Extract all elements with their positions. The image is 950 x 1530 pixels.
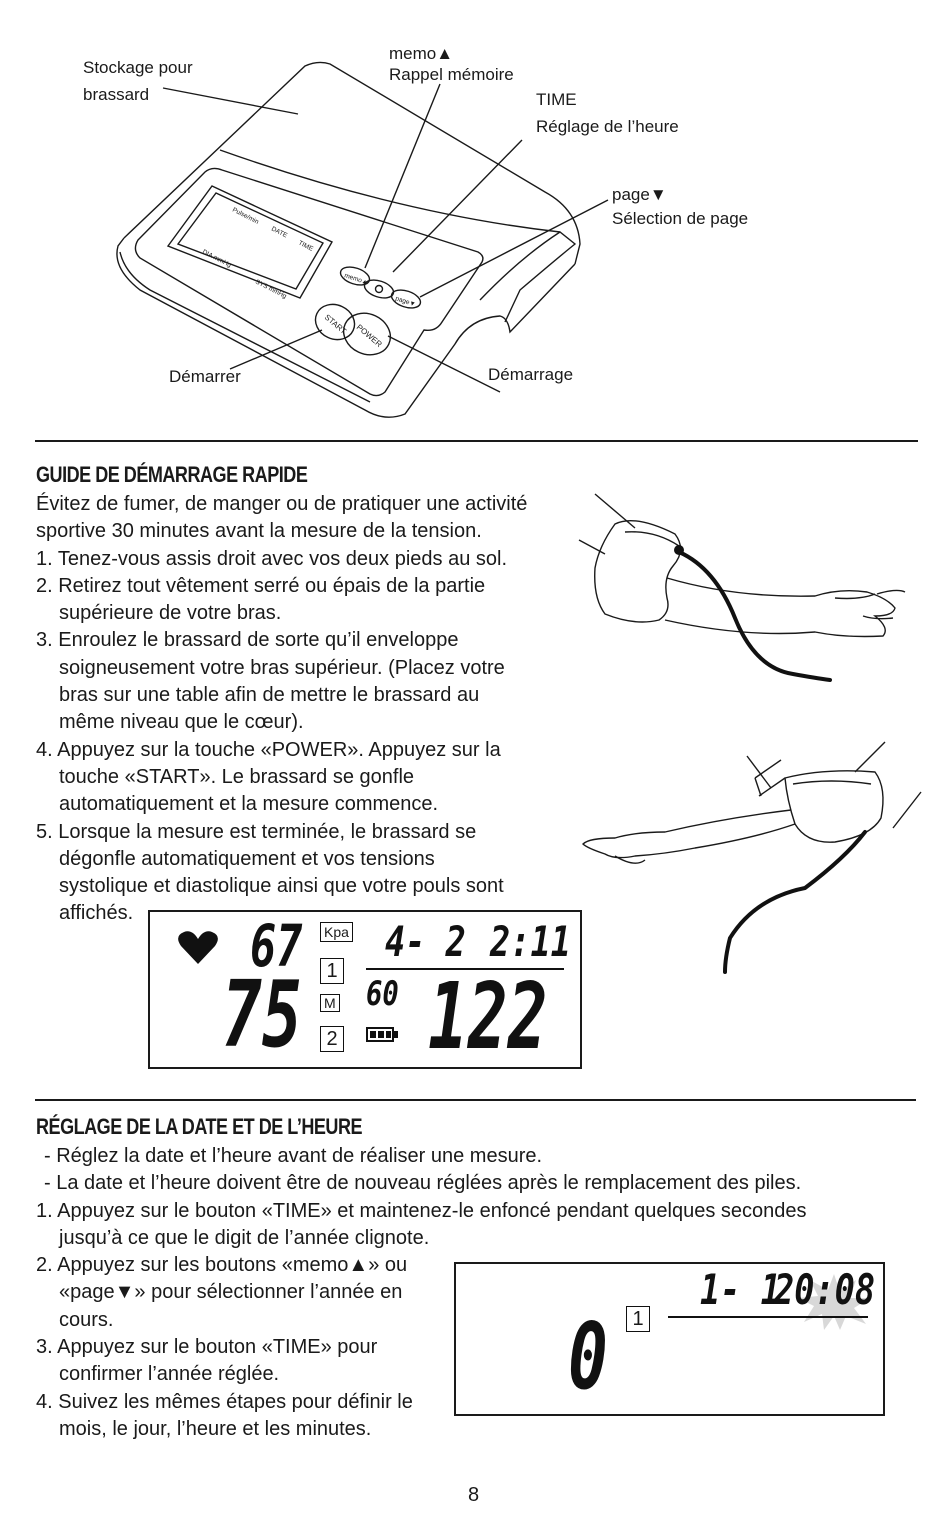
heart-icon — [178, 930, 218, 966]
memory-1-indicator: 1 — [626, 1306, 650, 1332]
label-time-setting: Réglage de l’heure — [536, 117, 679, 136]
big-digit-value: 0 — [568, 1303, 608, 1410]
step-3: 3. Enroulez le brassard de sorte qu’il enveloppe — [36, 629, 459, 652]
screen-dia-label: DIA mmHg — [201, 248, 233, 270]
date-time-heading: RÉGLAGE DE LA DATE ET DE L’HEURE — [36, 1114, 363, 1139]
unit-badge: Kpa — [320, 922, 353, 942]
step-5-cont-3: affichés. — [59, 902, 134, 925]
arm-with-cuff-illustration — [575, 488, 925, 978]
dt-step-3-cont: confirmer l’année réglée. — [59, 1363, 280, 1386]
button-memo-text: memo▲ — [343, 272, 369, 287]
divider-bottom — [35, 1099, 916, 1101]
dt-step-3: 3. Appuyez sur le bouton «TIME» pour — [36, 1336, 378, 1359]
step-4-cont-2: automatiquement et la mesure commence. — [59, 793, 439, 816]
label-cuff-storage-1: Stockage pour — [83, 58, 193, 77]
small-reading-value: 60 — [366, 974, 399, 1014]
label-time: TIME — [536, 90, 577, 109]
screen-sys-label: SYS mmHg — [254, 278, 288, 301]
dt-step-4-cont: mois, le jour, l’heure et les minutes. — [59, 1417, 372, 1440]
dt-step-1: 1. Appuyez sur le bouton «TIME» et maintenez-le enfoncé pendant quelques secondes — [36, 1199, 807, 1222]
date-value: 1- 1 — [700, 1265, 781, 1314]
memory-1-indicator: 1 — [320, 958, 344, 984]
time-value: 20:08 — [774, 1265, 876, 1314]
step-2: 2. Retirez tout vêtement serré ou épais de la partie — [36, 574, 486, 597]
display-divider — [668, 1316, 868, 1318]
button-page-text: page▼ — [394, 295, 417, 309]
device-diagram — [0, 0, 950, 430]
step-4-cont-1: touche «START». Le brassard se gonfle — [59, 765, 415, 788]
label-page-selection: Sélection de page — [612, 209, 749, 228]
step-3-cont-3: même niveau que le cœur). — [59, 711, 304, 734]
step-5-cont-2: systolique et diastolique ainsi que votre pouls sont — [59, 875, 504, 898]
dt-step-4: 4. Suivez les mêmes étapes pour définir le — [36, 1390, 413, 1413]
step-1: 1. Tenez-vous assis droit avec vos deux pieds au sol. — [36, 547, 507, 570]
quick-start-text — [36, 491, 527, 928]
intro-line-1: Évitez de fumer, de manger ou de pratiquer une activité — [36, 493, 528, 515]
time-value: 2:11 — [490, 917, 571, 966]
button-start-text: START — [322, 312, 349, 336]
divider-top — [35, 440, 918, 442]
dt-step-2: 2. Appuyez sur les boutons «memo▲» ou — [36, 1254, 408, 1277]
step-3-cont-1: soigneusement votre bras supérieur. (Placez votre — [59, 656, 505, 679]
dt-step-2-cont-1: «page▼» pour sélectionner l’année en — [59, 1281, 403, 1304]
label-page: page▼ — [612, 185, 667, 204]
dt-step-2-cont-2: cours. — [59, 1308, 114, 1331]
note-2: - La date et l’heure doivent être de nouveau réglées après le remplacement des piles. — [44, 1172, 802, 1195]
screen-time-label: TIME — [297, 239, 315, 253]
step-3-cont-2: bras sur une table afin de mettre le brassard au — [59, 684, 480, 707]
diastolic-value: 75 — [222, 961, 302, 1068]
step-4: 4. Appuyez sur la touche «POWER». Appuyez sur la — [36, 738, 501, 761]
step-2-cont: supérieure de votre bras. — [59, 602, 282, 625]
page-number: 8 — [468, 1484, 480, 1506]
label-memo-recall: Rappel mémoire — [389, 65, 514, 84]
label-start: Démarrer — [169, 367, 241, 386]
dt-step-1-cont: jusqu’à ce que le digit de l’année clignote. — [59, 1226, 430, 1249]
step-5: 5. Lorsque la mesure est terminée, le brassard se — [36, 820, 477, 843]
date-value: 4- 2 — [385, 917, 466, 966]
screen-date-label: DATE — [270, 225, 289, 240]
label-power: Démarrage — [488, 365, 574, 384]
button-power-text: POWER — [354, 322, 384, 349]
screen-pulse-label: Pulse/min — [231, 206, 260, 226]
quick-start-heading: GUIDE DE DÉMARRAGE RAPIDE — [36, 462, 308, 487]
date-time-display — [454, 1262, 885, 1416]
pulse-value: 67 — [250, 912, 303, 980]
intro-line-2: sportive 30 minutes avant la mesure de la tension. — [36, 520, 482, 543]
systolic-value: 122 — [428, 963, 548, 1070]
memory-m-indicator: M — [320, 994, 340, 1012]
step-5-cont-1: dégonfle automatiquement et vos tensions — [59, 847, 435, 870]
battery-icon — [366, 1026, 400, 1044]
label-cuff-storage-2: brassard — [83, 85, 150, 104]
note-1: - Réglez la date et l’heure avant de réaliser une mesure. — [44, 1145, 543, 1167]
label-memo: memo▲ — [389, 44, 454, 63]
bp-result-display — [148, 910, 582, 1069]
memory-2-indicator: 2 — [320, 1026, 344, 1052]
